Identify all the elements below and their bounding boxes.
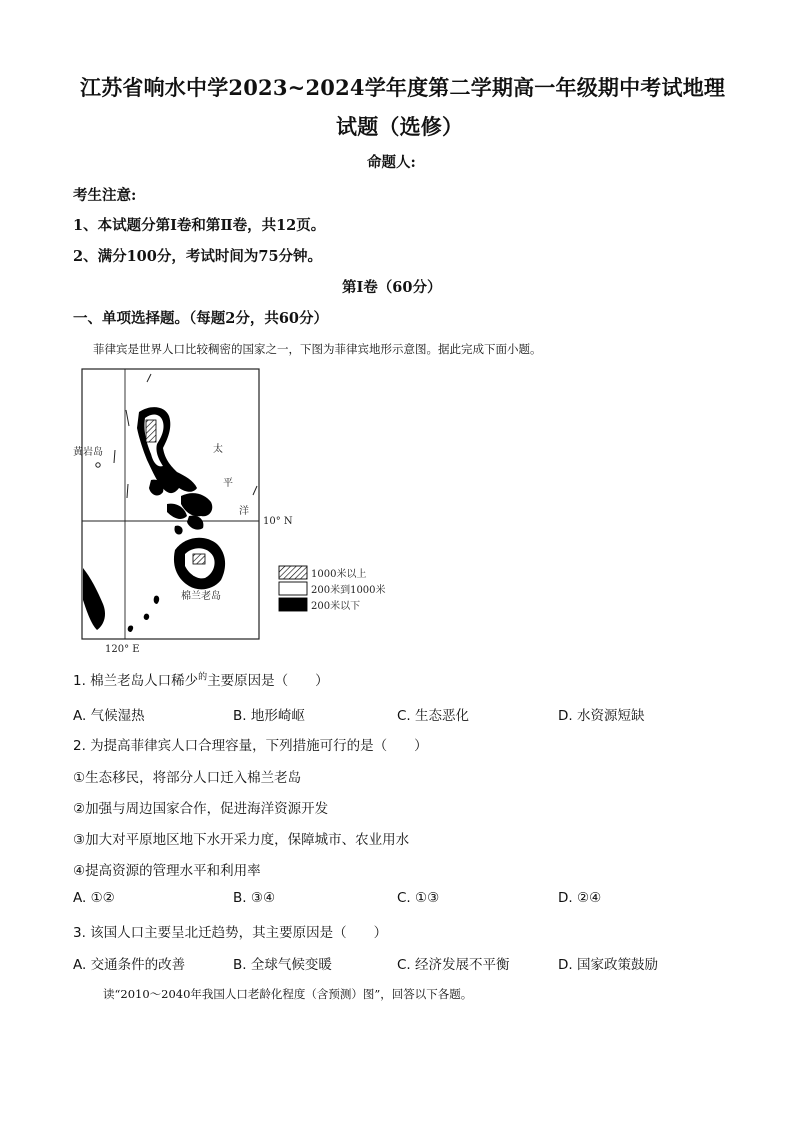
q2-option-a[interactable]: A. ①② — [73, 890, 115, 906]
question-1-tail: 主要原因是（ ） — [207, 673, 329, 689]
notice-item-2: 2、满分100分，考试时间为75分钟。 — [73, 248, 323, 265]
q2-option-c[interactable]: C. ①③ — [397, 890, 440, 906]
label-ping: 平 — [223, 478, 233, 489]
part-heading: 第Ⅰ卷（60分） — [342, 279, 442, 296]
legend-label-low: 200米以下 — [311, 601, 361, 612]
q1-option-d[interactable]: D. 水资源短缺 — [558, 708, 645, 724]
q2-statement-4: ④提高资源的管理水平和利用率 — [73, 863, 261, 879]
exam-title-line2: 试题（选修） — [336, 114, 464, 139]
q3-option-c[interactable]: C. 经济发展不平衡 — [397, 957, 510, 973]
label-yang: 洋 — [239, 506, 249, 517]
exam-title-line1: 江苏省响水中学2023~2024学年度第二学期高一年级期中考试地理 — [80, 75, 726, 100]
legend-swatch-hatched — [279, 566, 307, 579]
q2-option-b[interactable]: B. ③④ — [233, 890, 276, 906]
intro-philippines: 菲律宾是世界人口比较稠密的国家之一，下图为菲律宾地形示意图。据此完成下面小题。 — [93, 342, 542, 356]
legend-label-high: 1000米以上 — [311, 569, 367, 580]
q3-option-a[interactable]: A. 交通条件的改善 — [73, 957, 186, 973]
label-huangyan: 黄岩岛 — [73, 447, 103, 458]
notice-heading: 考生注意: — [73, 187, 137, 204]
question-1-stem — [73, 669, 329, 689]
huangyan-marker — [96, 463, 100, 467]
q1-option-b[interactable]: B. 地形崎岖 — [233, 708, 305, 724]
q2-statement-1: ①生态移民，将部分人口迁入棉兰老岛 — [73, 770, 302, 786]
legend-swatch-white — [279, 582, 307, 595]
q3-option-d[interactable]: D. 国家政策鼓励 — [558, 957, 658, 973]
legend-swatch-black — [279, 598, 307, 611]
label-tai: 太 — [213, 444, 223, 455]
luzon-peak — [146, 420, 156, 442]
q1-option-c[interactable]: C. 生态恶化 — [397, 708, 470, 724]
philippines-terrain-map — [73, 368, 411, 660]
label-longitude: 120° E — [105, 644, 140, 655]
q1-option-a[interactable]: A. 气候湿热 — [73, 708, 145, 724]
question-1-sup: 的 — [198, 672, 208, 683]
label-latitude: 10° N — [263, 516, 293, 527]
q3-option-b[interactable]: B. 全球气候变暖 — [233, 957, 332, 973]
q2-statement-3: ③加大对平原地区地下水开采力度，保障城市、农业用水 — [73, 832, 410, 848]
author-line: 命题人: — [367, 154, 416, 171]
q2-option-d[interactable]: D. ②④ — [558, 890, 602, 906]
label-mindanao: 棉兰老岛 — [181, 591, 221, 602]
question-1-text: 1. 棉兰老岛人口稀少 — [73, 673, 199, 689]
question-2-stem: 2. 为提高菲律宾人口合理容量，下列措施可行的是（ ） — [73, 738, 428, 754]
section-heading: 一、单项选择题。（每题2分，共60分） — [73, 310, 329, 327]
notice-item-1: 1、本试题分第Ⅰ卷和第Ⅱ卷，共12页。 — [73, 217, 326, 234]
intro-aging-chart: 读“2010～2040年我国人口老龄化程度（含预测）图”，回答以下各题。 — [103, 987, 473, 1001]
legend-label-mid: 200米到1000米 — [311, 585, 386, 596]
mindanao-peak — [193, 554, 205, 564]
q2-statement-2: ②加强与周边国家合作，促进海洋资源开发 — [73, 801, 329, 817]
question-3-stem: 3. 该国人口主要呈北迁趋势，其主要原因是（ ） — [73, 925, 388, 941]
